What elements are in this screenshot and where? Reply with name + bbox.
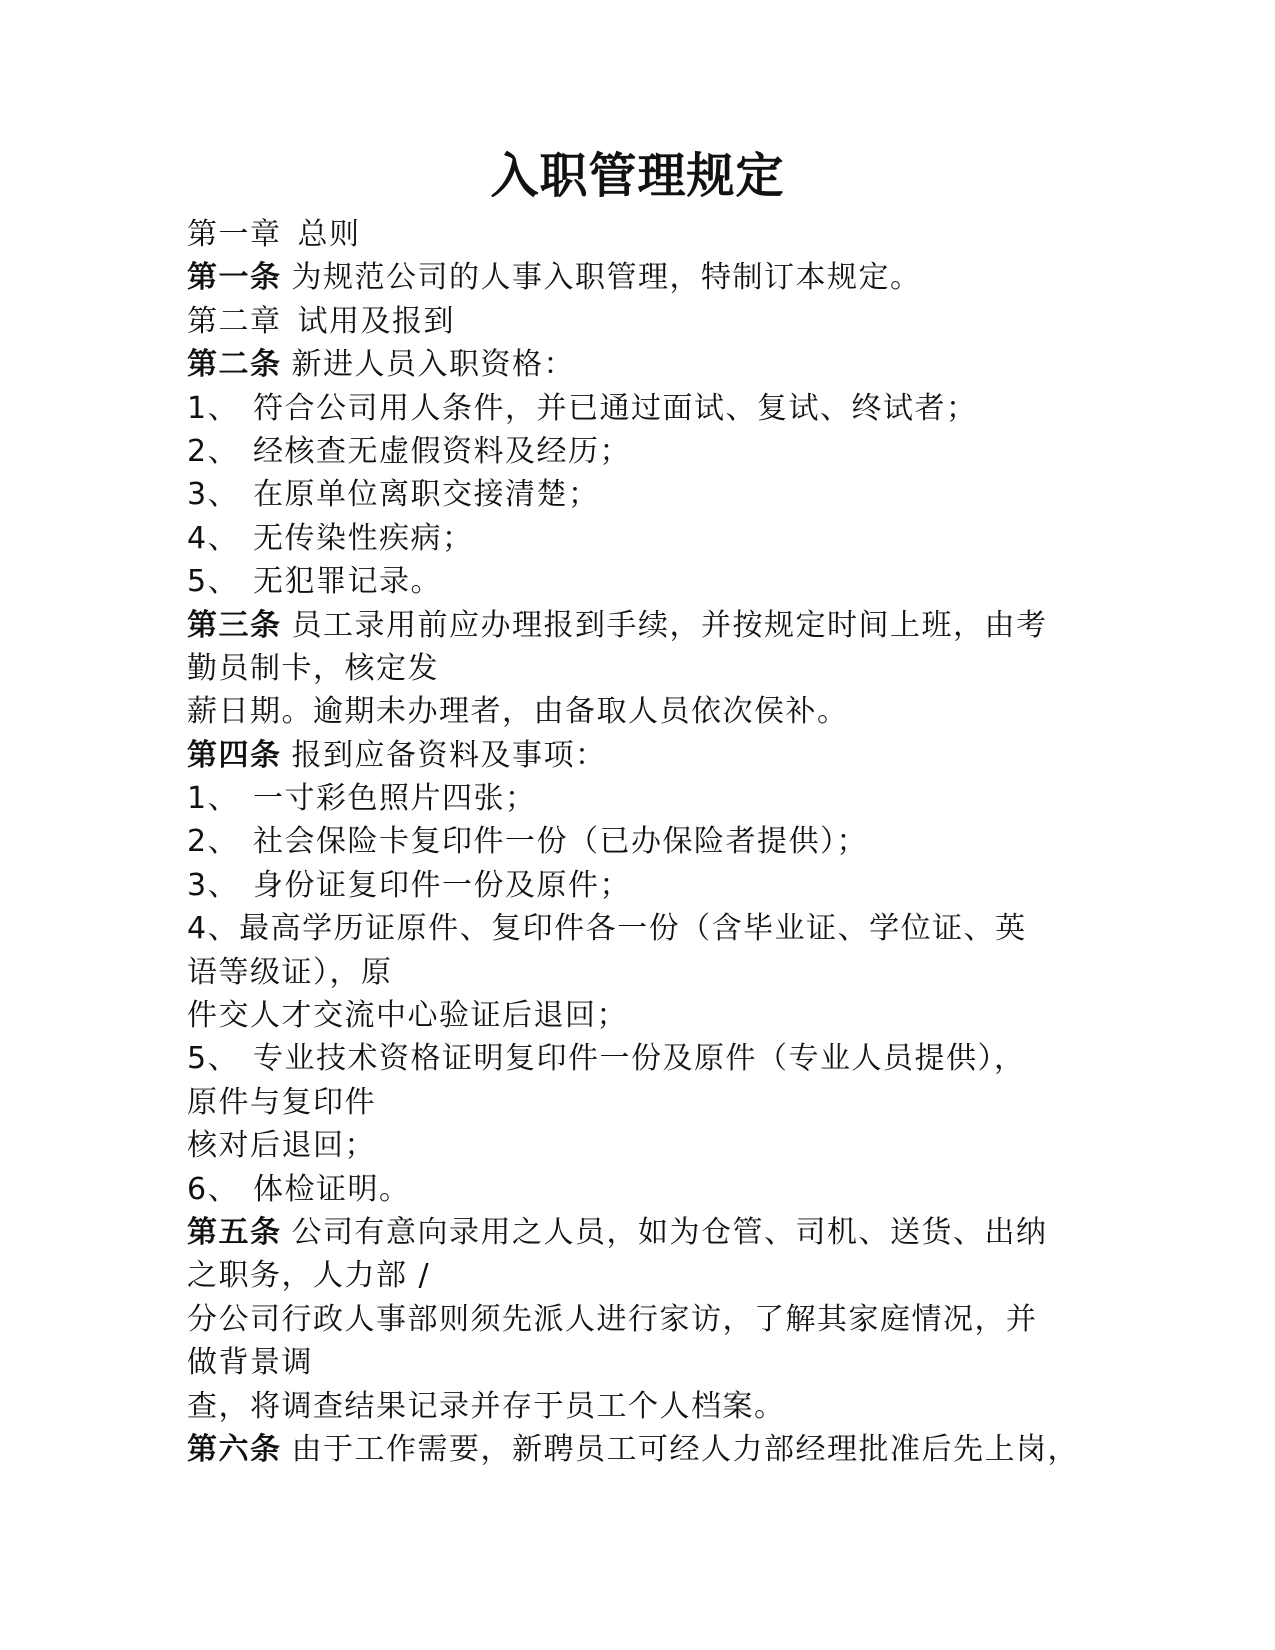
list-item-number: 4、	[187, 911, 240, 947]
line-text: 无传染性疾病；	[253, 520, 474, 556]
chapter-label: 第一章	[187, 217, 282, 252]
article-label: 第五条	[187, 1214, 282, 1250]
list-item-number: 1、	[187, 781, 240, 817]
list-item-number: 6、	[187, 1171, 240, 1207]
document-line-plain	[187, 994, 1087, 1037]
document-line-item	[187, 864, 1087, 907]
document-line-item	[187, 430, 1087, 473]
document-line-article	[187, 734, 1087, 777]
line-text: 核对后退回；	[187, 1128, 376, 1164]
document-line-article	[187, 1211, 1087, 1254]
document-body	[187, 213, 1087, 1471]
list-item-number: 5、	[187, 564, 240, 600]
document-line-item	[187, 820, 1087, 863]
list-item-number: 3、	[187, 477, 240, 513]
document-line-plain	[187, 1341, 1087, 1384]
document-line-plain	[187, 647, 1087, 690]
document-line-item-tight	[187, 907, 1087, 950]
document-line-item	[187, 517, 1087, 560]
line-text: 勤员制卡，核定发	[187, 650, 439, 686]
document-line-plain	[187, 690, 1087, 733]
document-line-plain	[187, 951, 1087, 994]
document-line-item	[187, 560, 1087, 603]
line-text: 最高学历证原件、复印件各一份（含毕业证、学位证、英	[239, 911, 1027, 947]
line-text: 报到应备资料及事项：	[291, 737, 607, 773]
list-item-number: 4、	[187, 520, 240, 556]
article-label: 第二条	[187, 347, 282, 383]
document-line-article	[187, 343, 1087, 386]
document-line-item	[187, 1168, 1087, 1211]
list-item-number: 2、	[187, 824, 240, 860]
line-text: 一寸彩色照片四张；	[253, 781, 537, 817]
document-title: 入职管理规定	[490, 148, 785, 204]
article-label: 第三条	[187, 607, 282, 643]
list-item-number: 1、	[187, 390, 240, 426]
document-line-item	[187, 387, 1087, 430]
document-line-article	[187, 256, 1087, 299]
line-text: 专业技术资格证明复印件一份及原件（专业人员提供），	[253, 1041, 1026, 1077]
document-line-chapter	[187, 213, 1087, 256]
article-label: 第四条	[187, 737, 282, 773]
line-text: 无犯罪记录。	[253, 564, 442, 600]
list-item-number: 5、	[187, 1041, 240, 1077]
document-line-article	[187, 1428, 1087, 1471]
line-text: 薪日期。逾期未办理者，由备取人员依次侯补。	[187, 694, 849, 730]
line-text: 之职务，人力部 /	[187, 1258, 431, 1294]
line-text: 在原单位离职交接清楚；	[253, 477, 600, 513]
document-line-plain	[187, 1124, 1087, 1167]
line-text: 身份证复印件一份及原件；	[253, 867, 631, 903]
line-text: 原件与复印件	[187, 1084, 376, 1120]
list-item-number: 3、	[187, 867, 240, 903]
line-text: 体检证明。	[253, 1171, 411, 1207]
line-text: 公司有意向录用之人员，如为仓管、司机、送货、出纳	[291, 1214, 1048, 1250]
line-text: 件交人才交流中心验证后退回；	[187, 998, 628, 1034]
line-text: 社会保险卡复印件一份（已办保险者提供）；	[253, 824, 868, 860]
line-text: 新进人员入职资格：	[291, 347, 575, 383]
document-line-plain	[187, 1298, 1087, 1341]
line-text: 分公司行政人事部则须先派人进行家访，了解其家庭情况，并	[187, 1301, 1038, 1337]
article-label: 第六条	[187, 1431, 282, 1467]
list-item-number: 2、	[187, 433, 240, 469]
document-line-item	[187, 777, 1087, 820]
document-line-chapter	[187, 300, 1087, 343]
line-text: 试用及报到	[297, 303, 455, 339]
line-text: 做背景调	[187, 1345, 313, 1381]
line-text: 符合公司用人条件，并已通过面试、复试、终试者；	[253, 390, 978, 426]
document-line-plain	[187, 1385, 1087, 1428]
line-text: 为规范公司的人事入职管理，特制订本规定。	[291, 260, 922, 296]
line-text: 员工录用前应办理报到手续，并按规定时间上班，由考	[291, 607, 1048, 643]
document-line-plain	[187, 1081, 1087, 1124]
chapter-label: 第二章	[187, 303, 282, 339]
line-text: 经核查无虚假资料及经历；	[253, 433, 631, 469]
document-line-item	[187, 473, 1087, 516]
line-text: 语等级证），原	[187, 954, 393, 990]
document-line-article	[187, 604, 1087, 647]
line-text: 由于工作需要，新聘员工可经人力部经理批准后先上岗，	[291, 1431, 1079, 1467]
document-line-item	[187, 1037, 1087, 1080]
document-line-plain	[187, 1254, 1087, 1297]
line-text: 查，将调查结果记录并存于员工个人档案。	[187, 1388, 786, 1424]
line-text: 总则	[297, 217, 361, 252]
article-label: 第一条	[187, 260, 282, 296]
